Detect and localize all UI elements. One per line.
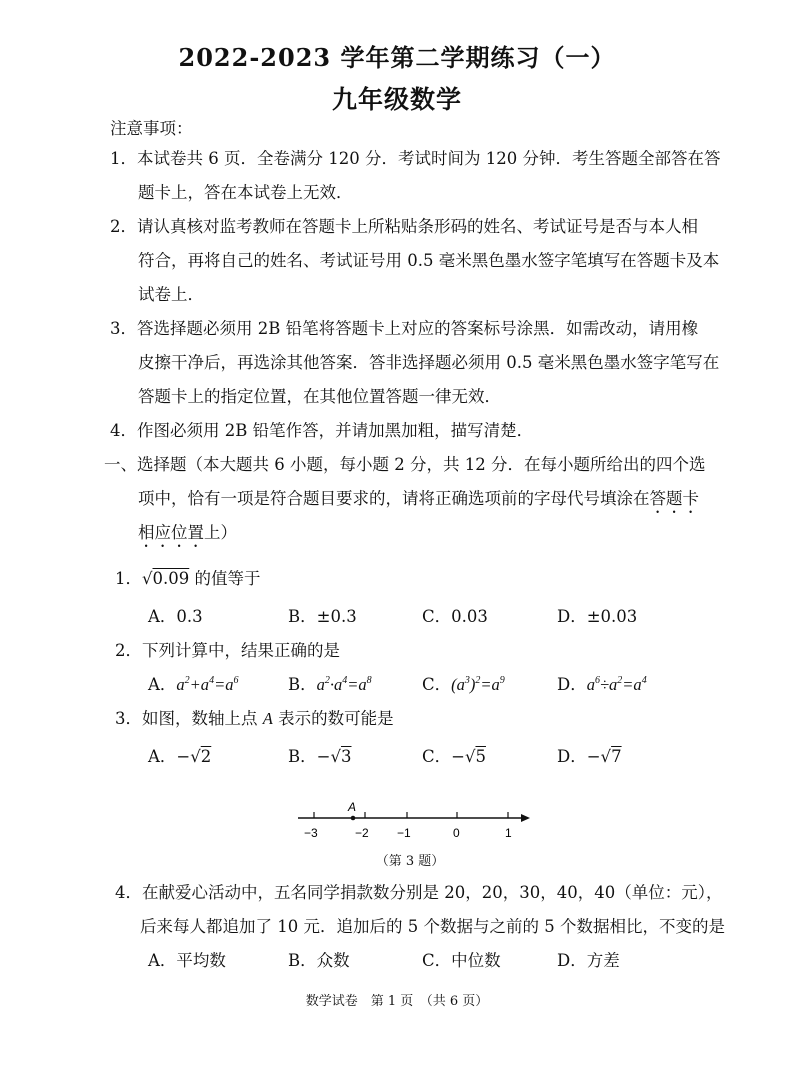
- option-expression: −√2: [176, 747, 212, 766]
- option-expression: $a^6\div a^2=a^4$: [586, 675, 647, 694]
- number-line-figure: [290, 798, 540, 848]
- question-text: 3．如图，数轴上点: [115, 709, 263, 728]
- question-text: 表示的数可能是: [272, 709, 394, 728]
- point-a-label: A: [348, 800, 357, 814]
- note-2-line-3: 试卷上．: [138, 285, 204, 304]
- tick-label: 0: [453, 826, 460, 840]
- section-1-heading-line-2: [138, 488, 699, 517]
- option-expression: $(a^3)^2=a^9$: [451, 675, 505, 694]
- q4-option-b: B．众数: [288, 951, 350, 970]
- q4-option-c: C．中位数: [422, 951, 501, 970]
- option-label: A．: [148, 675, 177, 694]
- option-label: A．: [148, 747, 177, 766]
- q2-option-c: [422, 674, 505, 696]
- note-4: 4．作图必须用 2B 铅笔作答，并请加黑加粗，描写清楚．: [110, 421, 534, 440]
- section-1-heading-text: 上）: [204, 523, 237, 542]
- note-1-line-2: 题卡上，答在本试卷上无效．: [138, 183, 353, 202]
- note-2-line-1: 2．请认真核对监考教师在答题卡上所粘贴条形码的姓名、考试证号是否与本人相: [110, 217, 698, 236]
- note-2-line-2: 符合，再将自己的姓名、考试证号用 0.5 毫米黑色墨水签字笔填写在答题卡及本: [138, 251, 720, 270]
- emphasized-text: 答题卡: [649, 489, 699, 508]
- exam-title: 2022-2023 学年第二学期练习（一）: [178, 43, 616, 72]
- q1-option-c: C．0.03: [422, 607, 488, 626]
- tick-label: −2: [355, 826, 369, 840]
- note-1-line-1: 1．本试卷共 6 页．全卷满分 120 分．考试时间为 120 分钟．考生答题全部答在答: [110, 149, 721, 168]
- option-label: B．: [288, 747, 317, 766]
- q1-option-d: D．±0.03: [557, 607, 638, 626]
- question-1-stem: [115, 568, 261, 590]
- tick-label: 1: [505, 826, 512, 840]
- sqrt-sign: √: [142, 569, 153, 588]
- note-3-line-2: 皮擦干净后，再选涂其他答案．答非选择题必须用 0.5 毫米黑色墨水签字笔写在: [138, 353, 720, 372]
- axis-arrow-icon: [521, 814, 530, 822]
- figure-caption: （第 3 题）: [375, 854, 445, 869]
- point-a-marker: [351, 816, 356, 821]
- q3-option-a: [148, 746, 211, 768]
- q1-option-a: A．0.3: [148, 607, 203, 626]
- exam-subtitle: 九年级数学: [331, 85, 462, 114]
- notes-heading: 注意事项：: [110, 119, 193, 138]
- option-expression: −√5: [451, 747, 486, 766]
- option-expression: $a^2+a^4=a^6$: [176, 675, 239, 694]
- q3-option-d: [557, 746, 622, 768]
- option-expression: −√3: [316, 747, 352, 766]
- question-3-stem: [115, 708, 394, 730]
- question-4-line-1: 4．在献爱心活动中，五名同学捐款数分别是 20，20，30，40，40（单位：元），: [115, 883, 723, 902]
- note-3-line-1: 3．答选择题必须用 2B 铅笔将答题卡上对应的答案标号涂黑．如需改动，请用橡: [110, 319, 699, 338]
- section-1-heading-text: 项中，恰有一项是符合题目要求的，请将正确选项前的字母代号填涂在: [138, 489, 650, 508]
- option-label: C．: [422, 747, 452, 766]
- emphasized-text: 相应位置: [138, 523, 204, 542]
- q2-option-d: [557, 674, 647, 696]
- option-label: C．: [422, 675, 452, 694]
- question-text: 的值等于: [189, 569, 261, 588]
- section-1-heading-line-1: 一、选择题（本大题共 6 小题，每小题 2 分，共 12 分．在每小题所给出的四个选: [104, 455, 706, 474]
- option-expression: $a^2\cdot a^4=a^8$: [316, 675, 372, 694]
- question-number: 1．: [115, 569, 142, 588]
- q3-option-b: [288, 746, 351, 768]
- tick-label: −1: [397, 826, 411, 840]
- option-label: D．: [557, 747, 587, 766]
- option-expression: −√7: [586, 747, 622, 766]
- q2-option-a: [148, 674, 238, 696]
- sqrt-radicand: 0.09: [152, 569, 190, 588]
- q3-option-c: [422, 746, 486, 768]
- option-label: B．: [288, 675, 317, 694]
- q4-option-a: A．平均数: [148, 951, 226, 970]
- section-1-heading-line-3: [138, 522, 237, 551]
- note-3-line-3: 答题卡上的指定位置，在其他位置答题一律无效．: [138, 387, 501, 406]
- q4-option-d: D．方差: [557, 951, 620, 970]
- point-label: A: [262, 709, 273, 728]
- tick-label: −3: [304, 826, 318, 840]
- option-label: D．: [557, 675, 587, 694]
- question-2-stem: 2．下列计算中，结果正确的是: [115, 641, 340, 660]
- q1-option-b: B．±0.3: [288, 607, 357, 626]
- question-4-line-2: 后来每人都追加了 10 元．追加后的 5 个数据与之前的 5 个数据相比，不变的是: [140, 917, 725, 936]
- q2-option-b: [288, 674, 372, 696]
- page-footer: 数学试卷 第 1 页 （共 6 页）: [305, 994, 489, 1009]
